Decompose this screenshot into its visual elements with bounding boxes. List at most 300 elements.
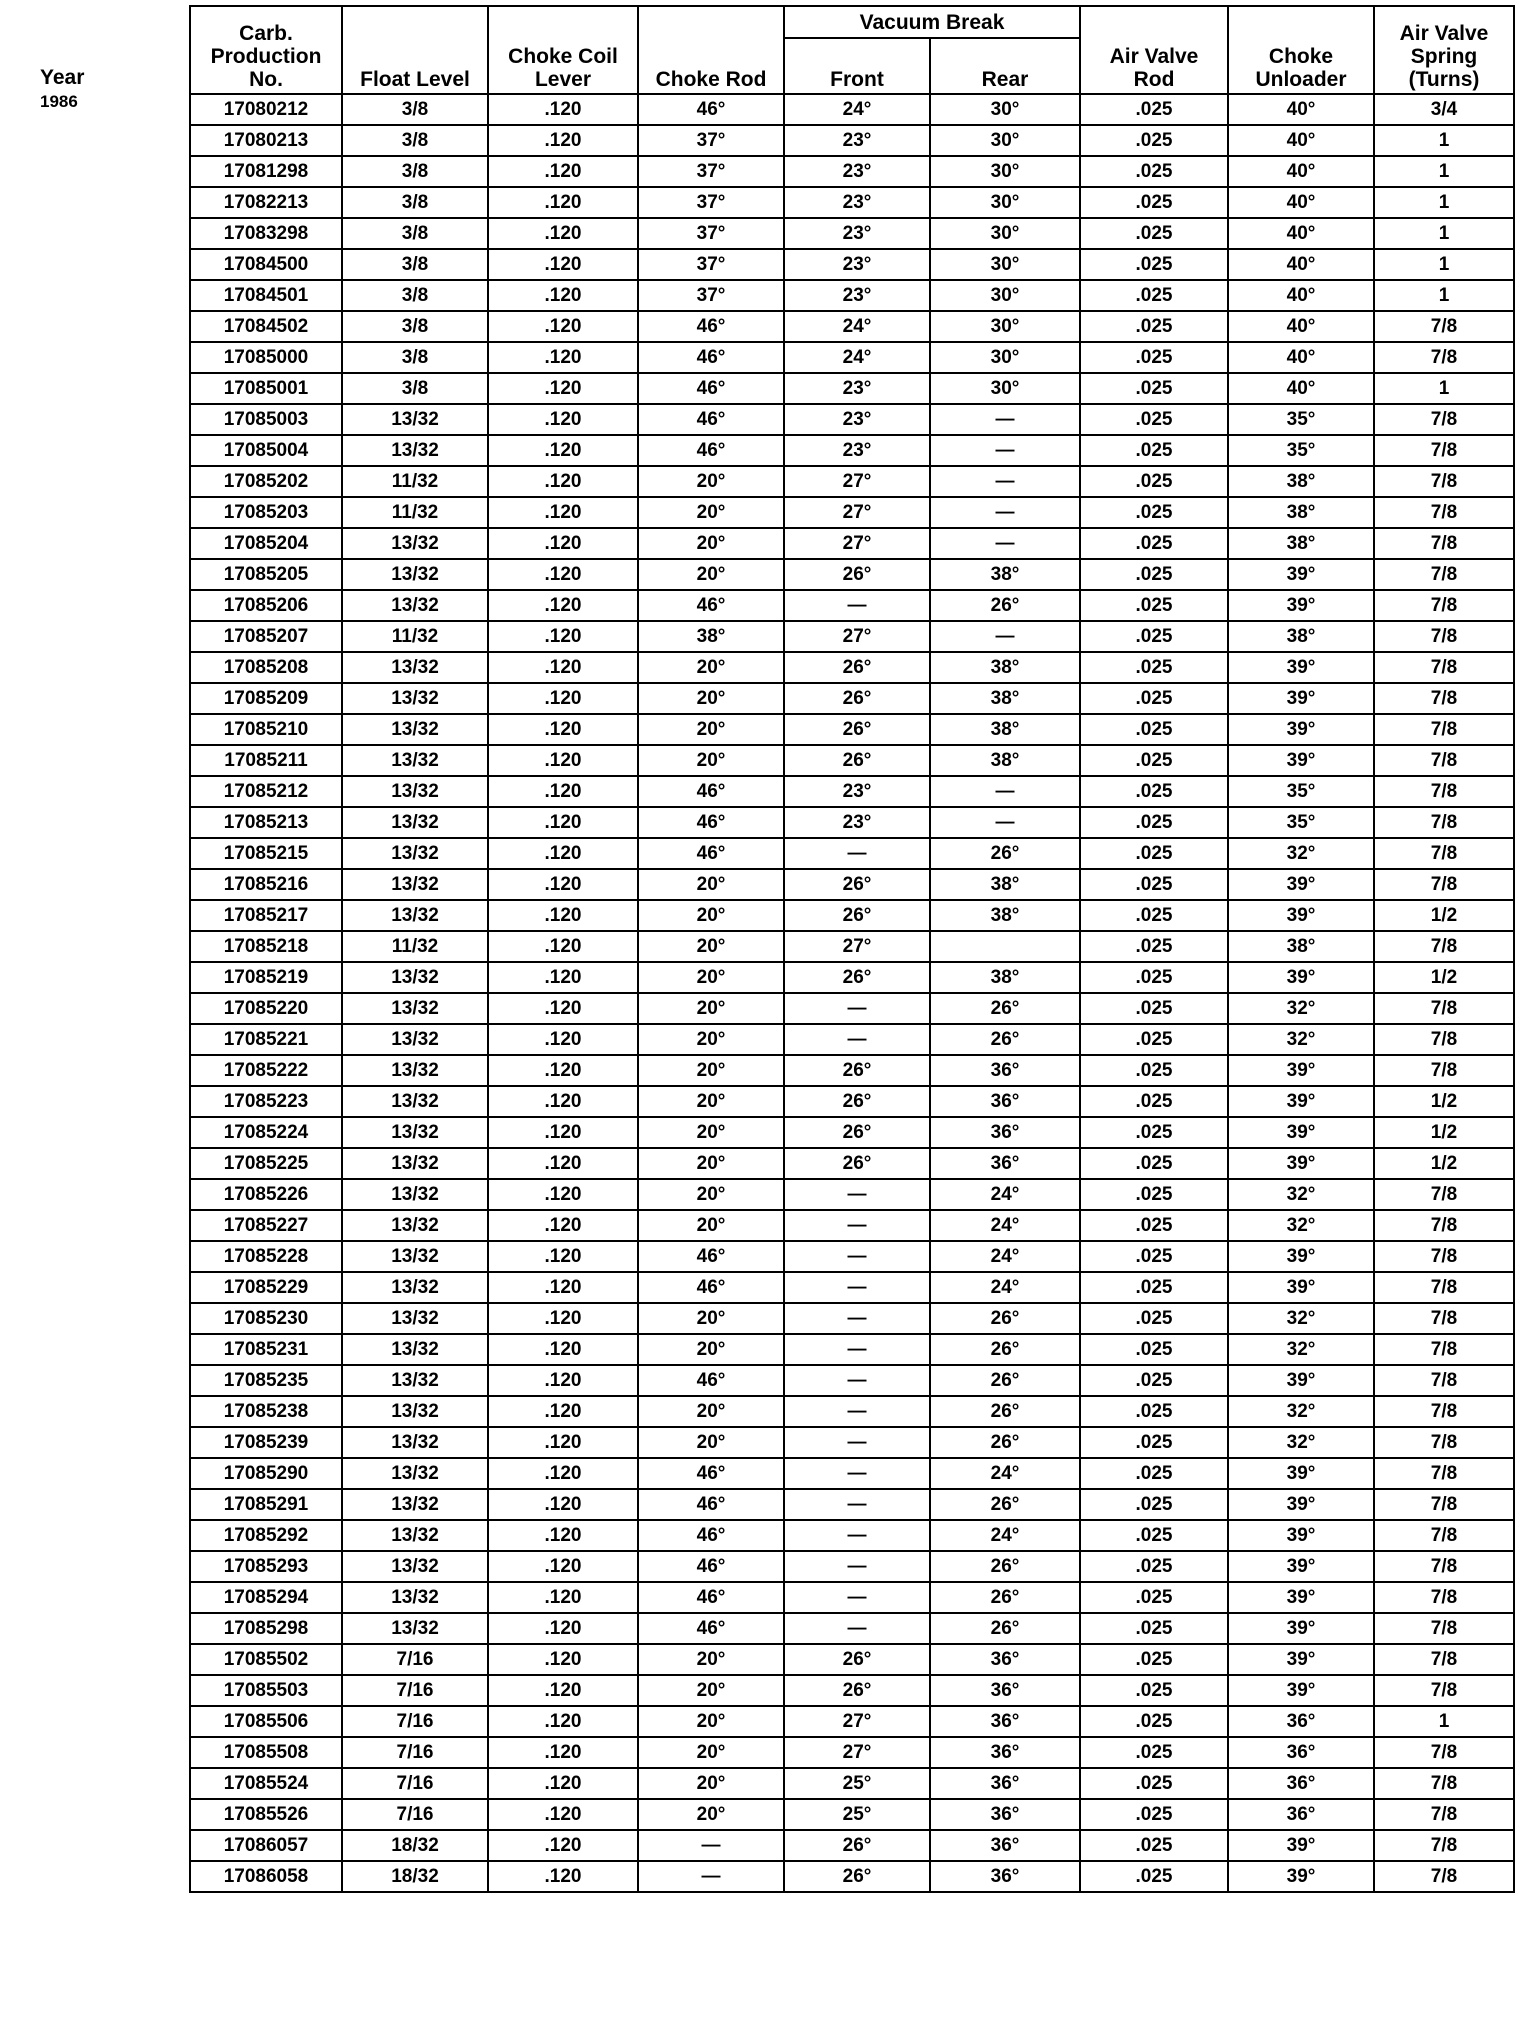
cell-choke-coil-lever: .120 xyxy=(488,1055,638,1086)
cell-choke-coil-lever: .120 xyxy=(488,94,638,125)
cell-choke-coil-lever: .120 xyxy=(488,1334,638,1365)
cell-production-no: 17084502 xyxy=(190,311,342,342)
table-row xyxy=(190,1427,1514,1458)
cell-air-valve-spring: 7/8 xyxy=(1374,1520,1514,1551)
table-row xyxy=(190,1644,1514,1675)
cell-production-no: 17085298 xyxy=(190,1613,342,1644)
cell-vacuum-break-rear: 38° xyxy=(930,683,1080,714)
cell-choke-rod: 20° xyxy=(638,1179,784,1210)
cell-air-valve-rod: .025 xyxy=(1080,1551,1228,1582)
cell-production-no: 17085503 xyxy=(190,1675,342,1706)
cell-production-no: 17085203 xyxy=(190,497,342,528)
cell-air-valve-rod: .025 xyxy=(1080,1582,1228,1613)
table-row xyxy=(190,993,1514,1024)
cell-choke-rod: 46° xyxy=(638,1613,784,1644)
cell-vacuum-break-front: — xyxy=(784,838,930,869)
cell-production-no: 17085221 xyxy=(190,1024,342,1055)
cell-float-level: 13/32 xyxy=(342,1551,488,1582)
cell-choke-unloader: 32° xyxy=(1228,1303,1374,1334)
table-row xyxy=(190,1675,1514,1706)
cell-air-valve-spring: 7/8 xyxy=(1374,1334,1514,1365)
cell-vacuum-break-rear: 30° xyxy=(930,125,1080,156)
cell-choke-unloader: 38° xyxy=(1228,528,1374,559)
cell-production-no: 17085003 xyxy=(190,404,342,435)
cell-air-valve-spring: 7/8 xyxy=(1374,621,1514,652)
cell-float-level: 7/16 xyxy=(342,1644,488,1675)
cell-air-valve-spring: 7/8 xyxy=(1374,497,1514,528)
table-row xyxy=(190,559,1514,590)
cell-vacuum-break-rear: 36° xyxy=(930,1117,1080,1148)
table-row xyxy=(190,1396,1514,1427)
cell-vacuum-break-front: — xyxy=(784,1241,930,1272)
cell-choke-coil-lever: .120 xyxy=(488,435,638,466)
cell-vacuum-break-front: 23° xyxy=(784,187,930,218)
cell-vacuum-break-front: 26° xyxy=(784,683,930,714)
cell-float-level: 13/32 xyxy=(342,1489,488,1520)
cell-float-level: 13/32 xyxy=(342,1241,488,1272)
cell-air-valve-rod: .025 xyxy=(1080,1179,1228,1210)
cell-vacuum-break-front: 26° xyxy=(784,652,930,683)
header-vacuum-break-front: Front xyxy=(784,38,930,94)
cell-production-no: 17085212 xyxy=(190,776,342,807)
cell-air-valve-spring: 7/8 xyxy=(1374,1489,1514,1520)
cell-choke-rod: 20° xyxy=(638,1024,784,1055)
cell-choke-rod: 20° xyxy=(638,714,784,745)
cell-choke-unloader: 39° xyxy=(1228,590,1374,621)
cell-air-valve-spring: 1 xyxy=(1374,1706,1514,1737)
cell-vacuum-break-rear: 24° xyxy=(930,1272,1080,1303)
cell-air-valve-rod: .025 xyxy=(1080,435,1228,466)
cell-choke-unloader: 32° xyxy=(1228,993,1374,1024)
cell-production-no: 17085235 xyxy=(190,1365,342,1396)
cell-choke-rod: 46° xyxy=(638,838,784,869)
cell-float-level: 13/32 xyxy=(342,1148,488,1179)
table-row xyxy=(190,1024,1514,1055)
cell-vacuum-break-front: 23° xyxy=(784,156,930,187)
cell-choke-unloader: 39° xyxy=(1228,962,1374,993)
cell-vacuum-break-rear: 26° xyxy=(930,1303,1080,1334)
cell-vacuum-break-front: 27° xyxy=(784,1737,930,1768)
cell-vacuum-break-rear: 38° xyxy=(930,559,1080,590)
cell-choke-coil-lever: .120 xyxy=(488,404,638,435)
cell-float-level: 13/32 xyxy=(342,900,488,931)
cell-air-valve-rod: .025 xyxy=(1080,1086,1228,1117)
cell-air-valve-spring: 7/8 xyxy=(1374,1675,1514,1706)
cell-vacuum-break-rear: 38° xyxy=(930,714,1080,745)
cell-vacuum-break-rear: 26° xyxy=(930,1024,1080,1055)
cell-air-valve-spring: 7/8 xyxy=(1374,1396,1514,1427)
cell-air-valve-rod: .025 xyxy=(1080,1613,1228,1644)
cell-float-level: 13/32 xyxy=(342,993,488,1024)
cell-choke-coil-lever: .120 xyxy=(488,311,638,342)
cell-choke-rod: 46° xyxy=(638,1241,784,1272)
table-row xyxy=(190,125,1514,156)
cell-air-valve-spring: 7/8 xyxy=(1374,714,1514,745)
cell-air-valve-spring: 7/8 xyxy=(1374,745,1514,776)
header-choke-coil-lever: Choke Coil Lever xyxy=(488,6,638,94)
cell-air-valve-spring: 7/8 xyxy=(1374,652,1514,683)
cell-choke-coil-lever: .120 xyxy=(488,1210,638,1241)
cell-production-no: 17085209 xyxy=(190,683,342,714)
cell-vacuum-break-rear: 30° xyxy=(930,218,1080,249)
cell-air-valve-spring: 7/8 xyxy=(1374,1427,1514,1458)
cell-choke-unloader: 39° xyxy=(1228,652,1374,683)
cell-vacuum-break-rear: 30° xyxy=(930,280,1080,311)
cell-air-valve-spring: 7/8 xyxy=(1374,1799,1514,1830)
cell-vacuum-break-rear: — xyxy=(930,404,1080,435)
cell-vacuum-break-rear: 30° xyxy=(930,373,1080,404)
cell-vacuum-break-rear: 26° xyxy=(930,1582,1080,1613)
cell-vacuum-break-rear: 36° xyxy=(930,1055,1080,1086)
cell-production-no: 17085211 xyxy=(190,745,342,776)
cell-choke-rod: 37° xyxy=(638,156,784,187)
cell-choke-coil-lever: .120 xyxy=(488,1737,638,1768)
cell-air-valve-spring: 1/2 xyxy=(1374,1086,1514,1117)
cell-air-valve-rod: .025 xyxy=(1080,280,1228,311)
cell-air-valve-rod: .025 xyxy=(1080,187,1228,218)
cell-air-valve-spring: 3/4 xyxy=(1374,94,1514,125)
table-row xyxy=(190,807,1514,838)
cell-choke-coil-lever: .120 xyxy=(488,776,638,807)
cell-choke-coil-lever: .120 xyxy=(488,1086,638,1117)
cell-vacuum-break-front: 26° xyxy=(784,1086,930,1117)
cell-production-no: 17085205 xyxy=(190,559,342,590)
table-row xyxy=(190,621,1514,652)
cell-float-level: 13/32 xyxy=(342,1086,488,1117)
cell-air-valve-spring: 7/8 xyxy=(1374,590,1514,621)
cell-choke-unloader: 32° xyxy=(1228,1334,1374,1365)
cell-vacuum-break-front: 24° xyxy=(784,342,930,373)
cell-float-level: 13/32 xyxy=(342,1582,488,1613)
cell-choke-rod: 46° xyxy=(638,590,784,621)
cell-production-no: 17080213 xyxy=(190,125,342,156)
cell-vacuum-break-front: 23° xyxy=(784,218,930,249)
cell-production-no: 17085291 xyxy=(190,1489,342,1520)
cell-float-level: 13/32 xyxy=(342,1458,488,1489)
cell-choke-unloader: 39° xyxy=(1228,559,1374,590)
cell-choke-unloader: 39° xyxy=(1228,1272,1374,1303)
cell-choke-unloader: 35° xyxy=(1228,435,1374,466)
cell-vacuum-break-front: — xyxy=(784,1489,930,1520)
table-row xyxy=(190,1799,1514,1830)
cell-vacuum-break-rear: 36° xyxy=(930,1706,1080,1737)
cell-vacuum-break-rear: 30° xyxy=(930,311,1080,342)
cell-vacuum-break-rear: 24° xyxy=(930,1458,1080,1489)
cell-choke-coil-lever: .120 xyxy=(488,1799,638,1830)
cell-air-valve-rod: .025 xyxy=(1080,1303,1228,1334)
cell-choke-coil-lever: .120 xyxy=(488,1117,638,1148)
cell-choke-coil-lever: .120 xyxy=(488,187,638,218)
cell-production-no: 17084500 xyxy=(190,249,342,280)
cell-choke-rod: — xyxy=(638,1830,784,1861)
cell-air-valve-spring: 7/8 xyxy=(1374,404,1514,435)
cell-air-valve-spring: 1 xyxy=(1374,125,1514,156)
cell-vacuum-break-front: 27° xyxy=(784,931,930,962)
cell-air-valve-spring: 7/8 xyxy=(1374,1458,1514,1489)
cell-air-valve-spring: 1 xyxy=(1374,156,1514,187)
cell-air-valve-spring: 7/8 xyxy=(1374,993,1514,1024)
cell-choke-rod: 20° xyxy=(638,497,784,528)
header-air-valve-spring: Air Valve Spring (Turns) xyxy=(1374,6,1514,94)
table-row xyxy=(190,497,1514,528)
cell-production-no: 17083298 xyxy=(190,218,342,249)
cell-production-no: 17085208 xyxy=(190,652,342,683)
cell-choke-rod: 20° xyxy=(638,1055,784,1086)
header-air-valve-rod: Air Valve Rod xyxy=(1080,6,1228,94)
table-row xyxy=(190,466,1514,497)
cell-vacuum-break-front: — xyxy=(784,1582,930,1613)
cell-production-no: 17085217 xyxy=(190,900,342,931)
cell-float-level: 3/8 xyxy=(342,125,488,156)
cell-choke-coil-lever: .120 xyxy=(488,683,638,714)
cell-air-valve-rod: .025 xyxy=(1080,1427,1228,1458)
cell-choke-coil-lever: .120 xyxy=(488,1272,638,1303)
cell-air-valve-spring: 7/8 xyxy=(1374,683,1514,714)
cell-float-level: 13/32 xyxy=(342,1396,488,1427)
cell-choke-rod: 20° xyxy=(638,652,784,683)
cell-air-valve-rod: .025 xyxy=(1080,342,1228,373)
cell-choke-unloader: 39° xyxy=(1228,1086,1374,1117)
cell-choke-rod: 20° xyxy=(638,900,784,931)
cell-vacuum-break-rear: 30° xyxy=(930,94,1080,125)
table-row xyxy=(190,1086,1514,1117)
cell-float-level: 13/32 xyxy=(342,1365,488,1396)
cell-choke-rod: 20° xyxy=(638,1086,784,1117)
cell-vacuum-break-rear: — xyxy=(930,776,1080,807)
cell-air-valve-rod: .025 xyxy=(1080,1024,1228,1055)
table-row xyxy=(190,1210,1514,1241)
cell-production-no: 17085230 xyxy=(190,1303,342,1334)
cell-vacuum-break-rear: 26° xyxy=(930,1613,1080,1644)
cell-air-valve-spring: 7/8 xyxy=(1374,528,1514,559)
cell-vacuum-break-rear: — xyxy=(930,807,1080,838)
cell-choke-coil-lever: .120 xyxy=(488,1675,638,1706)
cell-vacuum-break-front: 27° xyxy=(784,466,930,497)
cell-air-valve-rod: .025 xyxy=(1080,311,1228,342)
cell-choke-coil-lever: .120 xyxy=(488,1427,638,1458)
cell-choke-unloader: 39° xyxy=(1228,1055,1374,1086)
cell-air-valve-spring: 7/8 xyxy=(1374,1241,1514,1272)
cell-vacuum-break-rear: 26° xyxy=(930,1551,1080,1582)
cell-choke-coil-lever: .120 xyxy=(488,1148,638,1179)
cell-air-valve-rod: .025 xyxy=(1080,590,1228,621)
carburetor-spec-table xyxy=(189,5,1515,1893)
cell-air-valve-rod: .025 xyxy=(1080,559,1228,590)
cell-vacuum-break-front: — xyxy=(784,993,930,1024)
cell-choke-coil-lever: .120 xyxy=(488,497,638,528)
cell-choke-unloader: 39° xyxy=(1228,1582,1374,1613)
cell-choke-unloader: 40° xyxy=(1228,373,1374,404)
cell-production-no: 17085238 xyxy=(190,1396,342,1427)
cell-production-no: 17085216 xyxy=(190,869,342,900)
cell-air-valve-spring: 7/8 xyxy=(1374,1644,1514,1675)
cell-production-no: 17085001 xyxy=(190,373,342,404)
cell-air-valve-spring: 1 xyxy=(1374,249,1514,280)
table-row xyxy=(190,683,1514,714)
cell-choke-coil-lever: .120 xyxy=(488,1520,638,1551)
cell-choke-rod: 20° xyxy=(638,683,784,714)
table-row xyxy=(190,373,1514,404)
cell-choke-coil-lever: .120 xyxy=(488,1396,638,1427)
year-value: 1986 xyxy=(40,92,78,111)
cell-air-valve-spring: 7/8 xyxy=(1374,1272,1514,1303)
cell-vacuum-break-front: 26° xyxy=(784,559,930,590)
cell-float-level: 13/32 xyxy=(342,1024,488,1055)
cell-vacuum-break-rear: 24° xyxy=(930,1520,1080,1551)
cell-production-no: 17085207 xyxy=(190,621,342,652)
cell-air-valve-rod: .025 xyxy=(1080,466,1228,497)
cell-vacuum-break-rear: 26° xyxy=(930,993,1080,1024)
cell-vacuum-break-front: 23° xyxy=(784,373,930,404)
cell-choke-rod: 46° xyxy=(638,1520,784,1551)
cell-production-no: 17085004 xyxy=(190,435,342,466)
cell-float-level: 13/32 xyxy=(342,1303,488,1334)
cell-float-level: 3/8 xyxy=(342,187,488,218)
table-row xyxy=(190,187,1514,218)
cell-air-valve-spring: 1/2 xyxy=(1374,900,1514,931)
cell-float-level: 13/32 xyxy=(342,714,488,745)
cell-production-no: 17084501 xyxy=(190,280,342,311)
cell-vacuum-break-rear: — xyxy=(930,621,1080,652)
cell-air-valve-spring: 7/8 xyxy=(1374,1861,1514,1892)
table-row xyxy=(190,869,1514,900)
cell-air-valve-rod: .025 xyxy=(1080,776,1228,807)
table-row xyxy=(190,1520,1514,1551)
table-row xyxy=(190,714,1514,745)
table-row xyxy=(190,745,1514,776)
cell-air-valve-spring: 7/8 xyxy=(1374,1024,1514,1055)
cell-choke-coil-lever: .120 xyxy=(488,1241,638,1272)
cell-float-level: 7/16 xyxy=(342,1768,488,1799)
cell-production-no: 17085210 xyxy=(190,714,342,745)
cell-choke-coil-lever: .120 xyxy=(488,342,638,373)
cell-vacuum-break-front: — xyxy=(784,1551,930,1582)
cell-choke-coil-lever: .120 xyxy=(488,1768,638,1799)
cell-production-no: 17085224 xyxy=(190,1117,342,1148)
cell-production-no: 17085202 xyxy=(190,466,342,497)
cell-vacuum-break-rear: 30° xyxy=(930,249,1080,280)
cell-vacuum-break-rear: 38° xyxy=(930,962,1080,993)
cell-choke-unloader: 39° xyxy=(1228,1613,1374,1644)
header-float-level: Float Level xyxy=(342,6,488,94)
cell-float-level: 13/32 xyxy=(342,404,488,435)
cell-float-level: 13/32 xyxy=(342,1210,488,1241)
cell-vacuum-break-rear: 36° xyxy=(930,1086,1080,1117)
cell-vacuum-break-front: 25° xyxy=(784,1799,930,1830)
cell-float-level: 13/32 xyxy=(342,1520,488,1551)
cell-air-valve-rod: .025 xyxy=(1080,373,1228,404)
cell-choke-coil-lever: .120 xyxy=(488,993,638,1024)
table-row xyxy=(190,1365,1514,1396)
cell-air-valve-rod: .025 xyxy=(1080,931,1228,962)
cell-air-valve-rod: .025 xyxy=(1080,807,1228,838)
cell-float-level: 13/32 xyxy=(342,1179,488,1210)
table-row xyxy=(190,1055,1514,1086)
cell-air-valve-rod: .025 xyxy=(1080,993,1228,1024)
cell-vacuum-break-front: 26° xyxy=(784,900,930,931)
cell-vacuum-break-front: 27° xyxy=(784,528,930,559)
cell-choke-unloader: 39° xyxy=(1228,1520,1374,1551)
cell-choke-coil-lever: .120 xyxy=(488,1644,638,1675)
cell-choke-unloader: 36° xyxy=(1228,1768,1374,1799)
cell-float-level: 13/32 xyxy=(342,776,488,807)
cell-choke-unloader: 40° xyxy=(1228,94,1374,125)
cell-vacuum-break-front: 26° xyxy=(784,714,930,745)
table-row xyxy=(190,838,1514,869)
cell-vacuum-break-front: 23° xyxy=(784,125,930,156)
cell-float-level: 7/16 xyxy=(342,1706,488,1737)
cell-production-no: 17085222 xyxy=(190,1055,342,1086)
cell-vacuum-break-rear: 36° xyxy=(930,1830,1080,1861)
cell-choke-rod: 46° xyxy=(638,776,784,807)
cell-air-valve-spring: 7/8 xyxy=(1374,311,1514,342)
cell-vacuum-break-rear: 24° xyxy=(930,1210,1080,1241)
cell-production-no: 17081298 xyxy=(190,156,342,187)
cell-vacuum-break-rear: 30° xyxy=(930,187,1080,218)
cell-choke-rod: 20° xyxy=(638,931,784,962)
cell-air-valve-spring: 7/8 xyxy=(1374,1768,1514,1799)
cell-air-valve-spring: 7/8 xyxy=(1374,1179,1514,1210)
cell-choke-unloader: 39° xyxy=(1228,1830,1374,1861)
cell-vacuum-break-rear: 38° xyxy=(930,745,1080,776)
cell-air-valve-spring: 7/8 xyxy=(1374,342,1514,373)
cell-choke-coil-lever: .120 xyxy=(488,466,638,497)
cell-vacuum-break-front: — xyxy=(784,590,930,621)
header-choke-rod: Choke Rod xyxy=(638,6,784,94)
cell-air-valve-rod: .025 xyxy=(1080,1737,1228,1768)
cell-choke-rod: 20° xyxy=(638,869,784,900)
cell-float-level: 13/32 xyxy=(342,590,488,621)
cell-choke-rod: 38° xyxy=(638,621,784,652)
cell-choke-rod: 37° xyxy=(638,187,784,218)
cell-choke-unloader: 32° xyxy=(1228,1427,1374,1458)
cell-choke-rod: 46° xyxy=(638,1582,784,1613)
table-row xyxy=(190,1117,1514,1148)
cell-choke-rod: 46° xyxy=(638,1272,784,1303)
cell-air-valve-rod: .025 xyxy=(1080,714,1228,745)
table-row xyxy=(190,280,1514,311)
cell-choke-unloader: 39° xyxy=(1228,1861,1374,1892)
cell-air-valve-rod: .025 xyxy=(1080,900,1228,931)
cell-production-no: 17085226 xyxy=(190,1179,342,1210)
table-row xyxy=(190,1334,1514,1365)
cell-air-valve-rod: .025 xyxy=(1080,156,1228,187)
cell-choke-rod: 46° xyxy=(638,373,784,404)
cell-float-level: 7/16 xyxy=(342,1799,488,1830)
cell-choke-coil-lever: .120 xyxy=(488,1613,638,1644)
table-row xyxy=(190,435,1514,466)
cell-vacuum-break-rear: 38° xyxy=(930,869,1080,900)
cell-production-no: 17085219 xyxy=(190,962,342,993)
cell-production-no: 17085225 xyxy=(190,1148,342,1179)
cell-choke-coil-lever: .120 xyxy=(488,280,638,311)
cell-air-valve-spring: 7/8 xyxy=(1374,931,1514,962)
cell-vacuum-break-rear: 36° xyxy=(930,1644,1080,1675)
cell-vacuum-break-rear: 36° xyxy=(930,1148,1080,1179)
cell-float-level: 13/32 xyxy=(342,559,488,590)
cell-choke-rod: 20° xyxy=(638,1675,784,1706)
cell-vacuum-break-rear: 36° xyxy=(930,1799,1080,1830)
cell-production-no: 17085524 xyxy=(190,1768,342,1799)
cell-choke-rod: 20° xyxy=(638,559,784,590)
cell-air-valve-spring: 1 xyxy=(1374,280,1514,311)
cell-vacuum-break-rear: 26° xyxy=(930,1365,1080,1396)
cell-float-level: 13/32 xyxy=(342,1334,488,1365)
cell-vacuum-break-rear: 24° xyxy=(930,1179,1080,1210)
table-row xyxy=(190,156,1514,187)
cell-choke-rod: 46° xyxy=(638,1458,784,1489)
cell-choke-coil-lever: .120 xyxy=(488,559,638,590)
